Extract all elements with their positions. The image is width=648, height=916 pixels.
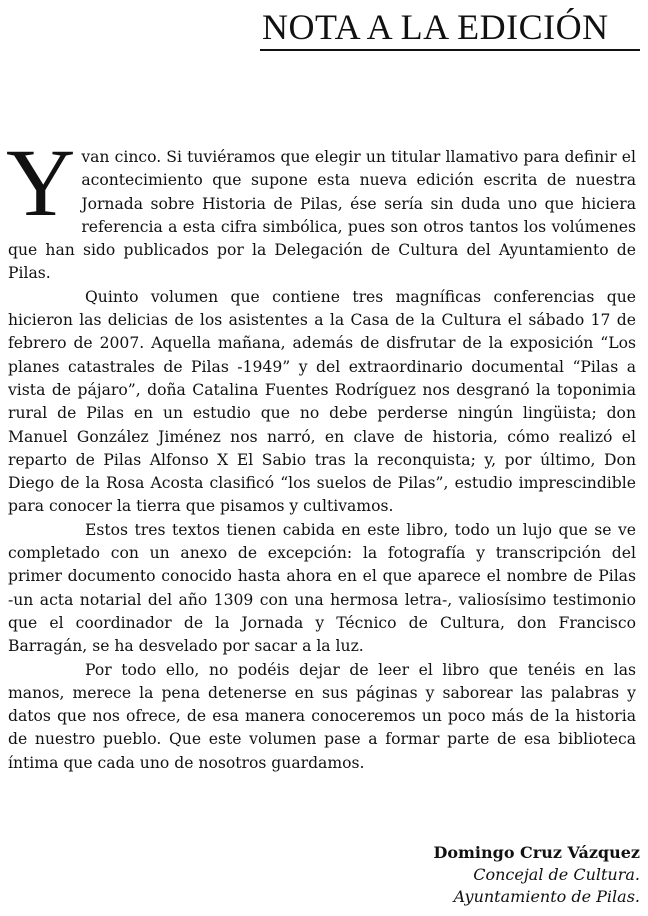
article-body bbox=[6, 129, 636, 775]
paragraph-4: Por todo ello, no podéis dejar de leer el libro que tenéis en las manos, merece la pena detenerse en sus páginas y saborear las palabras y datos que nos ofrece, de esa manera conoceremos un poco más de la historia de nuestro pueblo. Que este volumen pase a formar parte de esa biblioteca íntima que cada uno de nosotros guardamos. bbox=[8, 660, 636, 772]
signature-role: Concejal de Cultura. bbox=[473, 865, 640, 884]
title-underline bbox=[260, 49, 640, 51]
dropcap-letter: Y bbox=[6, 129, 76, 236]
paragraph-1-text: van cinco. Si tuviéramos que elegir un titular llamativo para definir el acontecimiento que supone esta nueva edición escrita de nuestra Jornada sobre Historia de Pilas, ése sería sin duda uno que hiciera referencia a esta cifra simbólica, pues son otros tantos los volúmenes que han sido publicados por la Delegación de Cultura del Ayuntamiento de Pilas. bbox=[8, 148, 636, 283]
signature-organization: Ayuntamiento de Pilas. bbox=[453, 887, 640, 906]
paragraph-2: Quinto volumen que contiene tres magníficas conferencias que hicieron las delicias de los asistentes a la Casa de la Cultura el sábado 17 de febrero de 2007. Aquella mañana, además de disfrutar de la exposición “Los planes catastrales de Pilas -1949” y del extraordinario documental “Pilas a vista de pájaro”, doña Catalina Fuentes Rodríguez nos desgranó la toponimia rural de Pilas en un estudio que no debe perderse ningún lingüista; don Manuel González Jiménez nos narró, en clave de historia, cómo realizó el reparto de Pilas Alfonso X El Sabio tras la reconquista; y, por último, Don Diego de la Rosa Acosta clasificó “los suelos de Pilas”, estudio imprescindible para conocer la tierra que pisamos y cultivamos. bbox=[8, 287, 636, 516]
signature-block bbox=[320, 842, 640, 908]
signature-name: Domingo Cruz Vázquez bbox=[433, 843, 640, 862]
paragraph-1 bbox=[6, 129, 636, 286]
paragraph-3: Estos tres textos tienen cabida en este libro, todo un lujo que se ve completado con un anexo de excepción: la fotografía y transcripción del primer documento conocido hasta ahora en el que aparece el nombre de Pilas -un acta notarial del año 1309 con una hermosa letra-, valiosísimo testimonio que el coordinador de la Jornada y Técnico de Cultura, don Francisco Barragán, se ha desvelado por sacar a la luz. bbox=[8, 520, 636, 656]
page-title: NOTA A LA EDICIÓN bbox=[262, 7, 609, 47]
